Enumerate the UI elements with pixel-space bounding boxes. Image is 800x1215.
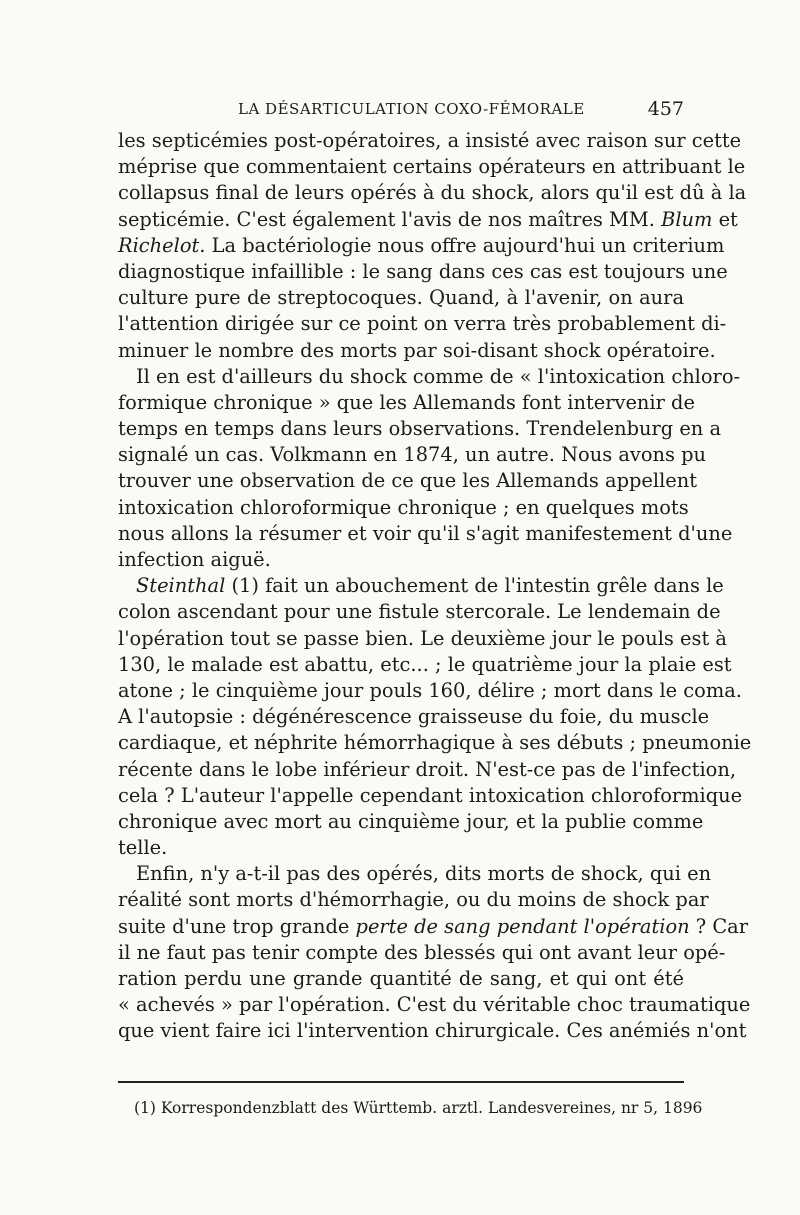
text-line: l'attention dirigée sur ce point on verra très probablement di- <box>118 312 727 336</box>
page-header <box>118 98 684 124</box>
running-head: LA DÉSARTICULATION COXO-FÉMORALE <box>238 100 585 118</box>
text-line: nous allons la résumer et voir qu'il s'agit manifestement d'une <box>118 521 733 545</box>
text-line: telle. <box>118 836 168 860</box>
page-number: 457 <box>647 98 684 120</box>
text-line: Richelot. La bactériologie nous offre aujourd'hui un criterium <box>118 233 725 257</box>
text-line: cela ? L'auteur l'appelle cependant intoxication chloroformique <box>118 783 743 807</box>
text-line: signalé un cas. Volkmann en 1874, un autre. Nous avons pu <box>118 443 707 467</box>
text-line: méprise que commentaient certains opérateurs en attribuant le <box>118 155 746 179</box>
text-line: récente dans le lobe inférieur droit. N'est-ce pas de l'infection, <box>118 757 736 781</box>
text-line: ration perdu une grande quantité de sang, et qui ont été <box>118 967 684 990</box>
text-line: chronique avec mort au cinquième jour, et la publie comme <box>118 809 704 833</box>
text-line: septicémie. C'est également l'avis de nos maîtres MM. Blum et <box>118 207 738 231</box>
text-line: diagnostique infaillible : le sang dans ces cas est toujours une <box>118 259 728 283</box>
footnote: (1) Korrespondenzblatt des Württemb. arztl. Landesvereines, nr 5, 1896 <box>134 1099 703 1117</box>
text-line: collapsus final de leurs opérés à du shock, alors qu'il est dû à la <box>118 181 747 205</box>
text-line: Enfin, n'y a-t-il pas des opérés, dits morts de shock, qui en <box>136 862 712 886</box>
text-line: culture pure de streptocoques. Quand, à l'avenir, on aura <box>118 286 684 310</box>
text-line: il ne faut pas tenir compte des blessés qui ont avant leur opé- <box>118 940 726 964</box>
text-line: infection aiguë. <box>118 548 271 571</box>
text-line: suite d'une trop grande perte de sang pendant l'opération ? Car <box>118 914 749 938</box>
text-line: trouver une observation de ce que les Allemands appellent <box>118 469 698 493</box>
text-line: intoxication chloroformique chronique ; en quelques mots <box>118 495 689 519</box>
text-line: temps en temps dans leurs observations. Trendelenburg en a <box>118 417 722 441</box>
text-line: l'opération tout se passe bien. Le deuxième jour le pouls est à <box>118 626 727 650</box>
text-line: que vient faire ici l'intervention chirurgicale. Ces anémiés n'ont <box>118 1019 747 1043</box>
text-line: 130, le malade est abattu, etc... ; le quatrième jour la plaie est <box>118 652 732 676</box>
text-line: A l'autopsie : dégénérescence graisseuse du foie, du muscle <box>118 705 710 729</box>
body-text <box>118 128 752 1045</box>
text-line: colon ascendant pour une fistule stercorale. Le lendemain de <box>118 600 721 624</box>
text-line: minuer le nombre des morts par soi-disant shock opératoire. <box>118 338 716 362</box>
text-line: Il en est d'ailleurs du shock comme de « l'intoxication chloro- <box>136 364 741 388</box>
text-line: atone ; le cinquième jour pouls 160, délire ; mort dans le coma. <box>118 678 742 702</box>
text-line: cardiaque, et néphrite hémorrhagique à ses débuts ; pneumonie <box>118 731 752 755</box>
text-line: réalité sont morts d'hémorrhagie, ou du moins de shock par <box>118 888 709 912</box>
footnote-divider <box>118 1081 684 1083</box>
text-line: Steinthal (1) fait un abouchement de l'intestin grêle dans le <box>136 574 724 598</box>
text-line: « achevés » par l'opération. C'est du véritable choc traumatique <box>118 993 751 1017</box>
text-line: les septicémies post-opératoires, a insisté avec raison sur cette <box>118 129 742 152</box>
text-line: formique chronique » que les Allemands font intervenir de <box>118 390 695 414</box>
